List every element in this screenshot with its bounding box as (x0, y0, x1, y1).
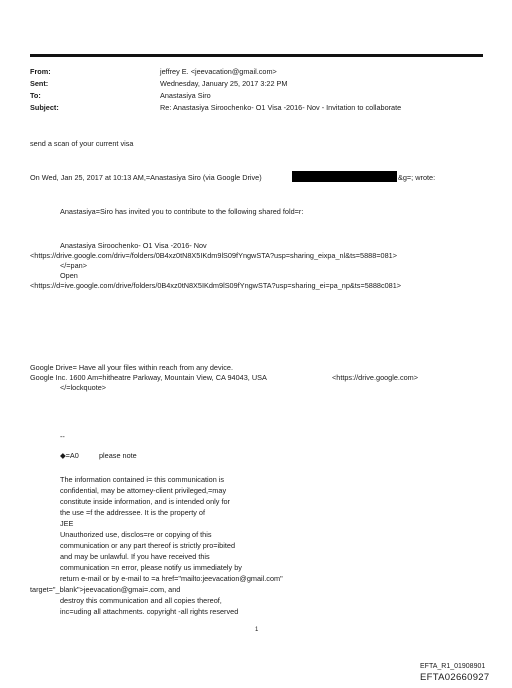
invite-text: Anastasiya=Siro has invited you to contribute to the following shared fold=r: (60, 207, 304, 216)
open-link: <https://d=ive.google.com/drive/folders/0B4xz0tN8X5IKdm9lS09fYngwSTA?usp=sharing_ei=pa_np&ts=5888c081> (30, 281, 402, 290)
to-value: Anastasiya Siro (160, 91, 211, 100)
disclaimer-line: return e-mail or by e-mail to =a href="mailto:jeevacation@gmail.com" (60, 574, 283, 583)
open-label: Open (60, 271, 78, 280)
disclaimer-tail-line: inc=uding all attachments. copyright -all rights reserved (60, 607, 239, 616)
header-rule (30, 54, 483, 57)
disclaimer-line: JEE (60, 519, 74, 528)
note-label: please note (99, 451, 137, 460)
page-number: 1 (255, 627, 259, 633)
to-label: To: (30, 91, 41, 100)
drive-address: Google Inc. 1600 Am=hitheatre Parkway, Mountain View, CA 94043, USA (30, 373, 267, 382)
drive-tagline: Google Drive= Have all your files within reach from any device. (30, 363, 233, 372)
disclaimer-line: Unauthorized use, disclos=re or copying of this (60, 530, 212, 539)
folder-name: Anastasiya Siroochenko- O1 Visa -2016- Nov (60, 241, 207, 250)
from-label: From: (30, 67, 51, 76)
sent-label: Sent: (30, 79, 49, 88)
bates-number: EFTA02660927 (420, 672, 490, 683)
drive-url: <https://drive.google.com> (332, 373, 418, 382)
blockquote-close: </=lockquote> (60, 383, 107, 392)
sent-value: Wednesday, January 25, 2017 3:22 PM (160, 79, 288, 88)
quote-intro: On Wed, Jan 25, 2017 at 10:13 AM,=Anastasiya Siro (via Google Drive) (30, 173, 262, 182)
disclaimer-line: confidential, may be attorney-client privileged,=may (60, 486, 227, 495)
doc-id: EFTA_R1_01908901 (420, 663, 486, 670)
from-value: jeffrey E. <jeevacation@gmail.com> (160, 67, 277, 76)
folder-link: <https://drive.google.com/driv=/folders/0B4xz0tN8X5IKdm9lS09fYngwSTA?usp=sharing_eixpa_nl&ts=5888=081> (30, 251, 397, 260)
note-marker: ◆=A0 (60, 451, 79, 460)
span-close: </=pan> (60, 261, 87, 270)
disclaimer-line: The information contained i= this communication is (60, 475, 225, 484)
redaction-box (292, 171, 397, 182)
target-line: target="_blank">jeevacation@gmai=.com, and (30, 585, 181, 594)
disclaimer-line: communication or any part thereof is strictly pro=ibited (60, 541, 236, 550)
disclaimer-line: the use =f the addressee. It is the property of (60, 508, 206, 517)
signature-dashes: -- (60, 432, 65, 441)
reply-text: send a scan of your current visa (30, 139, 134, 148)
disclaimer-line: constitute inside information, and is intended only for (60, 497, 230, 506)
subject-label: Subject: (30, 103, 59, 112)
disclaimer-tail-line: destroy this communication and all copies thereof, (60, 596, 222, 605)
disclaimer-line: and may be unlawful. If you have received this (60, 552, 210, 561)
subject-value: Re: Anastasiya Siroochenko- O1 Visa -2016- Nov - Invitation to collaborate (160, 103, 402, 112)
disclaimer-line: communication =n error, please notify us immediately by (60, 563, 242, 572)
quote-intro-tail: &g=; wrote: (398, 173, 436, 182)
